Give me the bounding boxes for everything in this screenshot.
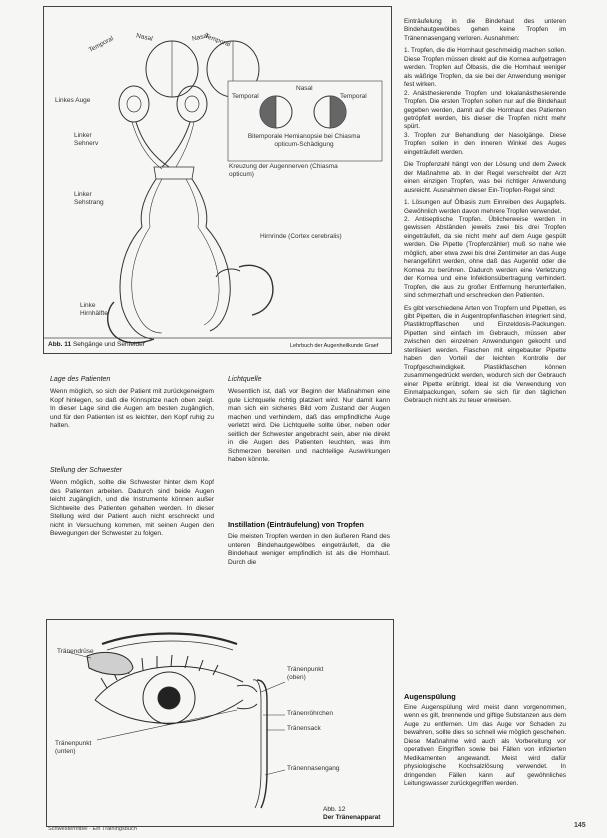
paragraph: Einträufelung in die Bindehaut des unteren Bindehautgewölbes gehen keine Tropfen im Tränennasengang verloren. Ausnahmen: — [404, 18, 566, 42]
text-eye-irrigation — [404, 704, 566, 793]
text-nurse-position — [50, 479, 214, 543]
label-canaliculus: Tränenröhrchen — [287, 710, 334, 717]
figure12-caption-label: Abb. 12 — [323, 806, 346, 813]
lacrimal-drawing — [47, 620, 393, 826]
figure11-credit: Lehrbuch der Augenheilkunde Graef — [290, 343, 379, 349]
label-lacrimal-gland: Tränendrüse — [57, 648, 94, 655]
heading-eye-irrigation: Augenspülung — [404, 692, 456, 701]
footer-left: Schwesternfibel · Ein Trainingsbuch — [48, 826, 137, 832]
label-chiasm: Kreuzung der Augennerven (Chiasma opticum) — [229, 163, 338, 178]
heading-light-source: Lichtquelle — [228, 376, 262, 383]
text-patient-position — [50, 388, 214, 435]
figure11-caption-label: Abb. 11 — [48, 341, 72, 348]
label-temporal-right: Temporal — [203, 32, 232, 49]
label-cortex: Hirnrinde (Cortex cerebralis) — [260, 233, 342, 240]
inset-caption: Bitemporale Hemianopsie bei Chiasma opticum-Schädigung — [247, 133, 361, 148]
paragraph: Es gibt verschiedene Arten von Tropfern und Pipetten, es gibt Pipetten, die in Augentropfenflaschen integriert sind, Plastiktropfflaschen und Einzeldosis-Packungen. Pipetten sind einfach im Gebrauch, müssen aber zwischen den einzelnen Anwendungen gekocht und sterilisiert werden. Flaschen mit eingebauter Pipette haben den Vorteil der leichten Kontrolle der Tropfgeschwindigkeit. Plastikflaschen können zusammengedrückt werden, wodurch sich der Gebrauch einer Pipette erübrigt. Ideal ist die Verwendung von Einmalpackungen, sofern sie sich für den täglichen Gebrauch nicht als zu teuer erweisen. — [404, 304, 566, 405]
heading-instillation: Instillation (Einträufelung) von Tropfen — [228, 520, 364, 529]
figure-lacrimal-apparatus — [46, 619, 394, 827]
label-inset-temporal-right: Temporal — [340, 93, 367, 100]
figure11-caption — [48, 341, 145, 349]
paragraph: Die Tropfenzahl hängt von der Lösung und dem Zweck der Maßnahme ab. In der Regel verschreibt der Arzt einen einzigen Tropfen, was bei richtiger Anwendung ausreicht. Ausnahmen dieser Ein-Tropfen-Regel sind: — [404, 161, 566, 194]
label-lacrimal-sac: Tränensack — [287, 725, 321, 732]
label-nasolacrimal-duct: Tränennasengang — [287, 765, 340, 772]
paragraph: Wesentlich ist, daß vor Beginn der Maßnahmen eine gute Lichtquelle richtig platziert wird. Nur damit kann man sich ein sicheres Bild vom Zustand der Augen machen und verhindern, daß das empfindliche Auge verletzt wird. Die Lichtquelle sollte über, neben oder seitlich der Schwester angebracht sein, aber nie direkt in die Augen des Patienten leuchten, was ihm Schmerzen bereiten und nachteilige Auswirkungen haben könnte. — [228, 388, 390, 464]
label-nasal-left: Nasal — [135, 32, 154, 43]
label-temporal-left: Temporal — [87, 35, 115, 54]
figure11-caption-text: Sehgänge und Sehfelder — [72, 341, 145, 348]
text-light-source — [228, 388, 390, 469]
page-number: 145 — [574, 822, 586, 829]
label-inset-temporal-left: Temporal — [232, 93, 259, 100]
label-nasal-right: Nasal — [191, 32, 210, 43]
label-left-optic-tract: Linker Sehstrang — [74, 191, 104, 206]
text-instillation — [228, 533, 390, 571]
label-left-optic-nerve: Linker Sehnerv — [74, 132, 99, 147]
figure12-caption-text: Der Tränenapparat — [323, 814, 381, 821]
figure-visual-pathway — [43, 6, 392, 354]
heading-patient-position: Lage des Patienten — [50, 376, 111, 383]
label-left-eye: Linkes Auge — [55, 97, 91, 104]
label-punctum-lower: Tränenpunkt (unten) — [55, 740, 92, 755]
paragraph: Die meisten Tropfen werden in den äußeren Rand des unteren Bindehautgewölbes eingeträufelt, da die Bindehaut weniger empfindlich ist als die Hornhaut. Durch die — [228, 533, 390, 566]
heading-nurse-position: Stellung der Schwester — [50, 467, 122, 474]
figure12-caption — [323, 806, 389, 822]
paragraph: Wenn möglich, sollte die Schwester hinter dem Kopf des Patienten arbeiten. Dadurch sind beide Augen leicht zugänglich, und die Instrumente können außer Sichtweite des Patienten gehalten werden. In dieser Stellung wird der Patient auch nicht erschreckt und nicht in Versuchung kommen, mit seinen Augen den Bewegungen der Schwester zu folgen. — [50, 479, 214, 538]
label-punctum-upper: Tränenpunkt (oben) — [287, 666, 324, 681]
label-inset-nasal: Nasal — [296, 85, 313, 92]
paragraph: 1. Tropfen, die die Hornhaut geschmeidig machen sollen. Diese Tropfen müssen direkt auf die Kornea aufgetragen werden. Tropfen auf Ölbasis, die die Hornhaut weniger als wäßrige Tropfen, da sie bei der Anwendung weniger fest wirken. 2. Anästhesierende Tropfen und lokalanästhesierende Tropfen. Die ersten Tropfen sollen nur auf die Bindehaut gegeben werden, damit auf die Hornhaut des Patienten getröpfelt werden, bis dieser die Tropfen nicht mehr spürt. 3. Tropfen zur Behandlung der Nasolgänge. Diese Tropfen sollen in den inneren Winkel des Auges eingeträufelt werden. — [404, 47, 566, 156]
text-right-column — [404, 18, 566, 410]
paragraph: Wenn möglich, so sich der Patient mit zurückgeneigtem Kopf hinlegen, so daß die Kinnspitze nach oben zeigt. In dieser Lage sind die Augen am besten zugänglich, und für den Patienten ist es leichter, den Kopf ruhig zu halten. — [50, 388, 214, 430]
paragraph: Eine Augenspülung wird meist dann vorgenommen, wenn es gilt, brennende und giftige Substanzen aus dem Auge zu entfernen. Um das Auge vor Schaden zu bewahren, sollte dies so schnell wie möglich geschehen. Diese Maßnahme wird auch als Vorbereitung vor operativen Eingriffen sowie bei Fällen von infizierten Medikamenten angewandt. Meist wird dafür physiologische Kochsalzlösung verwendet. In dringenden Fällen kann auf gewöhnliches Leitungswasser zurückgegriffen werden. — [404, 704, 566, 788]
paragraph: 1. Lösungen auf Ölbasis zum Einreiben des Augapfels. Gewöhnlich werden davon mehrere Tropfen verwendet. 2. Antiseptische Tropfen. Üblicherweise werden in gewissen Abständen jeweils zwei bis drei Tropfen eingeträufelt, da sie nicht mehr auf dem Auge gespült werden. Die Pipette (Tropfenzähler) muß so nahe wie möglich, aber etwa zwei bis drei Zentimeter an das Auge herangeführt werden, ohne daß das Augenlid oder die Kornea zu berühren. Dadurch werden eine Verletzung der Kornea und eine Infektionsübertragung verhindert. Tropfen, die aus zu großer Entfernung herunterfallen, sind schmerzhaft und erschrecken den Patienten. — [404, 199, 566, 300]
label-left-hemisphere: Linke Hirnhälfte — [80, 302, 108, 317]
